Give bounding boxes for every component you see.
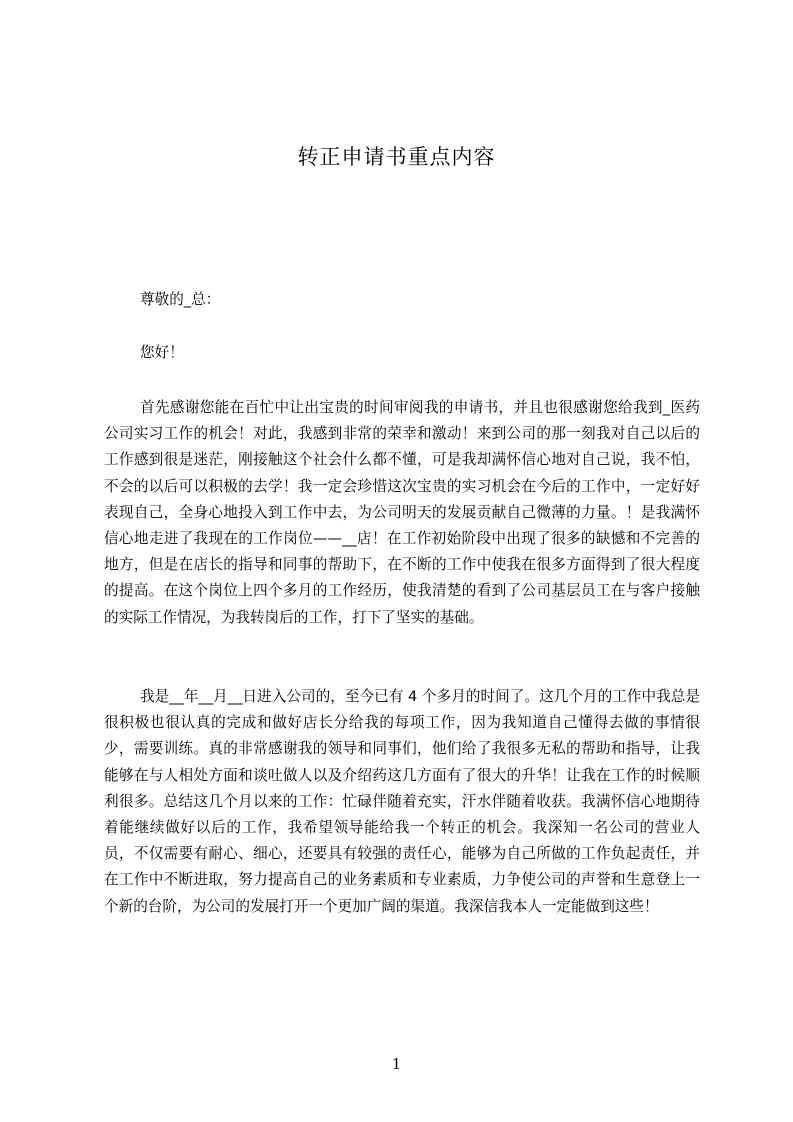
document-title: 转正申请书重点内容 [297,145,496,169]
page-number: 1 [391,1055,402,1073]
body-paragraph-2: 我是__年__月__日进入公司的，至今已有 4 个多月的时间了。这几个月的工作中我总是很积极也很认真的完成和做好店长分给我的每项工作，因为我知道自己懂得去做的事情很少，需要训练。真的非常感谢我的领导和同事们，他们给了我很多无私的帮助和指导，让我能够在与人相处方面和谈吐做人以及介绍药这几方面有了很大的升华！让我在工作的时候顺利很多。总结这几个月以来的工作：忙碌伴随着充实，汗水伴随着收获。我满怀信心地期待着能继续做好以后的工作，我希望领导能给我一个转正的机会。我深知一名公司的营业人员，不仅需要有耐心、细心，还要具有较强的责任心，能够为自己所做的工作负起责任，并在工作中不断进取，努力提高自己的业务素质和专业素质，力争使公司的声誉和生意登上一个新的台阶，为公司的发展打开一个更加广阔的渠道。我深信我本人一定能做到这些！ [104,688,700,915]
salutation: 尊敬的_总： [140,291,221,308]
body-paragraph-1: 首先感谢您能在百忙中让出宝贵的时间审阅我的申请书，并且也很感谢您给我到_医药公司实习工作的机会！对此，我感到非常的荣幸和激动！来到公司的那一刻我对自己以后的工作感到很是迷茫，刚接触这个社会什么都不懂，可是我却满怀信心地对自己说，我不怕，不会的以后可以积极的去学！我一定会珍惜这次宝贵的实习机会在今后的工作中，一定好好表现自己，全身心地投入到工作中去，为公司明天的发展贡献自己微薄的力量。！是我满怀信心地走进了我现在的工作岗位——__店！在工作初始阶段中出现了很多的缺憾和不完善的地方，但是在店长的指导和同事的帮助下，在不断的工作中使我在很多方面得到了很大程度的提高。在这个岗位上四个多月的工作经历，使我清楚的看到了公司基层员工在与客户接触的实际工作情况，为我转岗后的工作，打下了坚实的基础。 [104,399,700,626]
greeting: 您好！ [140,344,184,361]
